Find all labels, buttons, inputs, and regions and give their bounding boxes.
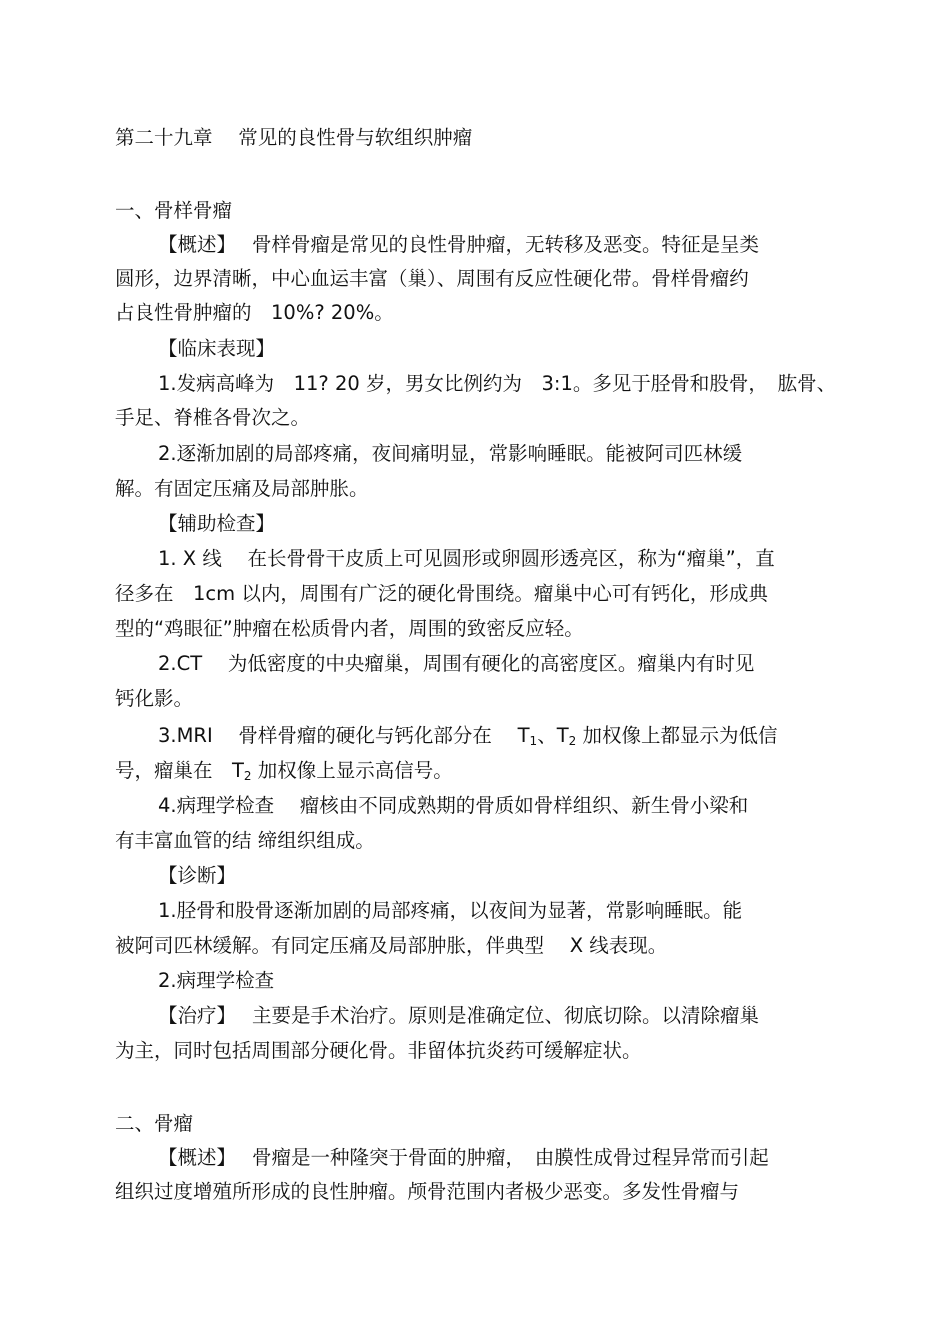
paragraph-line: 手足、脊椎各骨次之。	[115, 406, 311, 429]
paragraph-line: 【治疗】 主要是手术治疗。原则是准确定位、彻底切除。以清除瘤巢	[158, 1004, 759, 1027]
subheading: 【辅助检查】	[158, 512, 276, 535]
paragraph-line: 1.发病高峰为 11? 20 岁，男女比例约为 3:1。多见于胫骨和股骨， 肱骨、	[158, 372, 837, 395]
chapter-title: 第二十九章 常见的良性骨与软组织肿瘤	[115, 126, 473, 149]
subscript: 2	[243, 769, 252, 783]
paragraph-line: 2.病理学检查	[158, 969, 275, 992]
paragraph-line: 有丰富血管的结 缔组织组成。	[115, 829, 375, 852]
subscript: 1	[529, 734, 538, 748]
paragraph-line: 【概述】 骨样骨瘤是常见的良性骨肿瘤，无转移及恶变。特征是呈类	[158, 233, 759, 256]
paragraph-line: 2.逐渐加剧的局部疼痛，夜间痛明显，常影响睡眠。能被阿司匹林缓	[158, 442, 743, 465]
paragraph-line: 径多在 1cm 以内，周围有广泛的硬化骨围绕。瘤巢中心可有钙化，形成典	[115, 582, 768, 605]
subscript: 2	[568, 734, 577, 748]
paragraph-line: 占良性骨肿瘤的 10%? 20%。	[115, 301, 394, 324]
subheading: 【诊断】	[158, 864, 237, 887]
text-run: 加权像上显示高信号。	[251, 759, 453, 782]
section-heading: 一、骨样骨瘤	[115, 199, 233, 222]
paragraph-line: 1. X 线 在长骨骨干皮质上可见圆形或卵圆形透亮区，称为“瘤巢”，直	[158, 547, 775, 570]
text-run: 3.MRI 骨样骨瘤的硬化与钙化部分在 T	[158, 724, 530, 747]
section-heading: 二、骨瘤	[115, 1112, 194, 1135]
paragraph-line: 4.病理学检查 瘤核由不同成熟期的骨质如骨样组织、新生骨小梁和	[158, 794, 749, 817]
subheading: 【临床表现】	[158, 337, 276, 360]
paragraph-line: 被阿司匹林缓解。有同定压痛及局部肿胀，伴典型 X 线表现。	[115, 934, 668, 957]
text-run: 、T	[537, 724, 569, 747]
paragraph-line: 圆形，边界清晰，中心血运丰富（巢）、周围有反应性硬化带。骨样骨瘤约	[115, 267, 749, 290]
paragraph-line: 型的“鸡眼征”肿瘤在松质骨内者，周围的致密反应轻。	[115, 617, 584, 640]
paragraph-line	[115, 758, 453, 789]
paragraph-line: 2.CT 为低密度的中央瘤巢，周围有硬化的高密度区。瘤巢内有时见	[158, 652, 755, 675]
paragraph-line: 组织过度增殖所形成的良性肿瘤。颅骨范围内者极少恶变。多发性骨瘤与	[115, 1180, 740, 1203]
paragraph-line: 【概述】 骨瘤是一种隆突于骨面的肿瘤， 由膜性成骨过程异常而引起	[158, 1146, 769, 1169]
paragraph-line: 解。有固定压痛及局部肿胀。	[115, 477, 369, 500]
text-run: 号，瘤巢在 T	[115, 759, 244, 782]
text-run: 加权像上都显示为低信	[576, 724, 778, 747]
paragraph-line: 1.胫骨和股骨逐渐加剧的局部疼痛，以夜间为显著，常影响睡眠。能	[158, 899, 743, 922]
paragraph-line: 钙化影。	[115, 687, 194, 710]
paragraph-line: 为主，同时包括周围部分硬化骨。非留体抗炎药可缓解症状。	[115, 1039, 642, 1062]
paragraph-line	[158, 723, 777, 754]
